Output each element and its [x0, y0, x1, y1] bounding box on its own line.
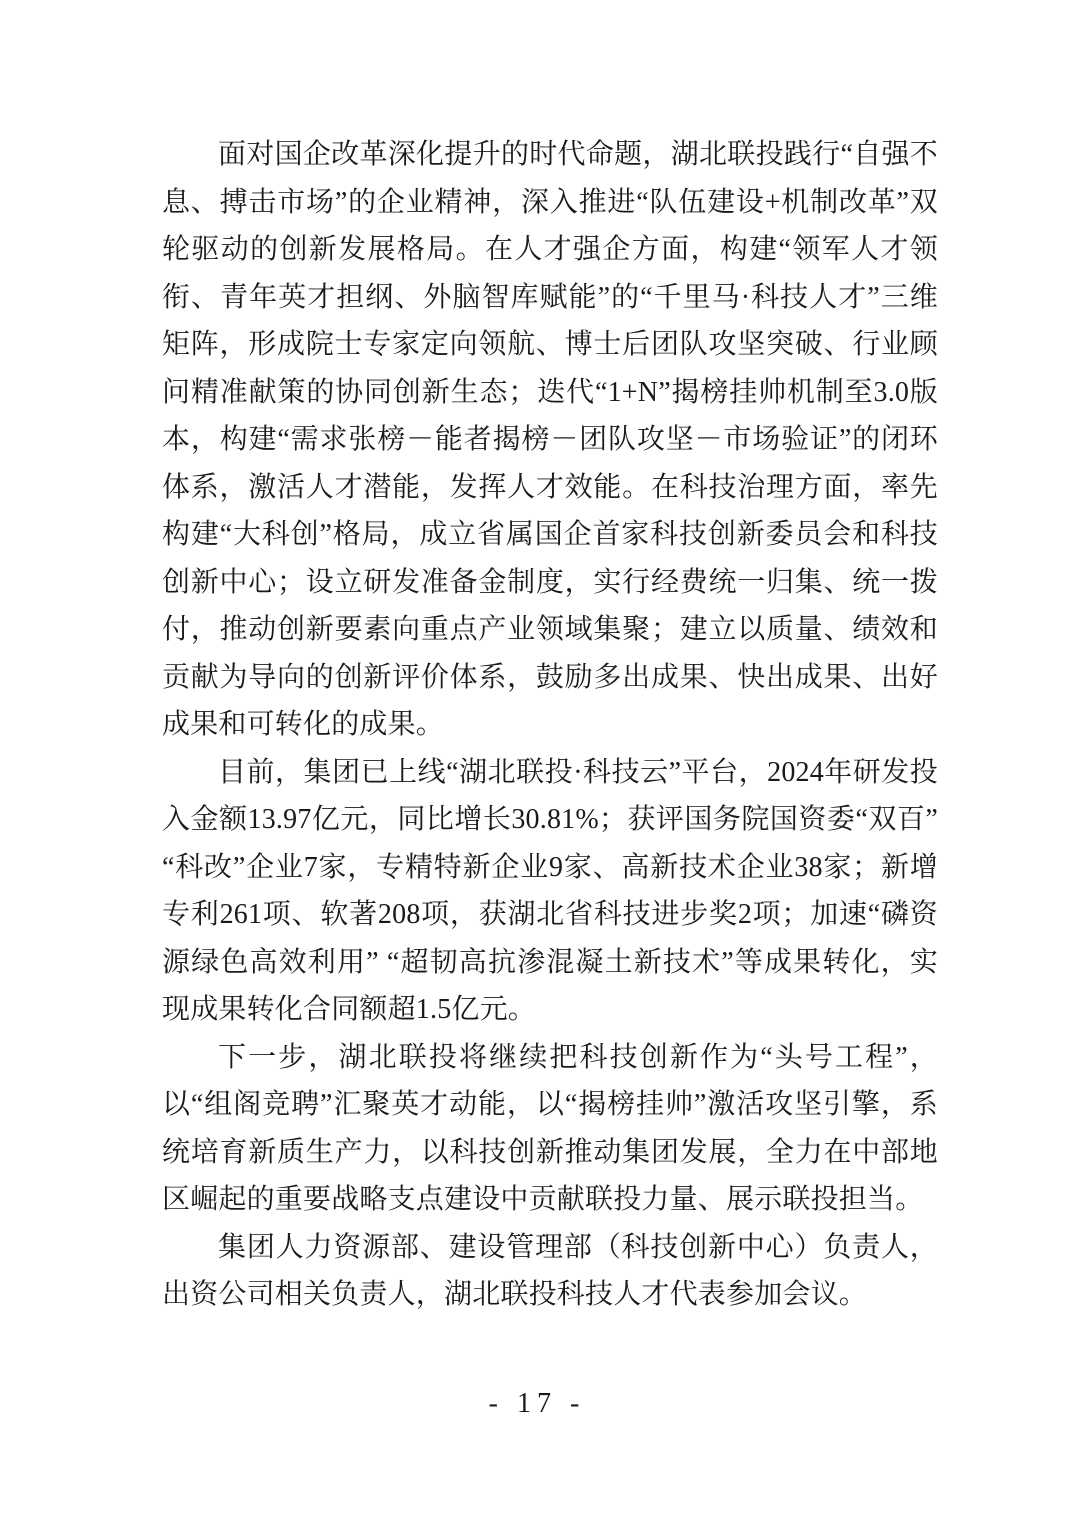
page-number: - 17 -: [488, 1388, 586, 1419]
paragraph-3: 下一步，湖北联投将继续把科技创新作为“头号工程”，以“组阁竞聘”汇聚英才动能，以“揭榜挂帅”激活攻坚引擎，系统培育新质生产力，以科技创新推动集团发展，全力在中部地区崛起的重要战略支点建设中贡献联投力量、展示联投担当。: [162, 1041, 938, 1215]
paragraph-1: 面对国企改革深化提升的时代命题，湖北联投践行“自强不息、搏击市场”的企业精神，深入推进“队伍建设+机制改革”双轮驱动的创新发展格局。在人才强企方面，构建“领军人才领衔、青年英才担纲、外脑智库赋能”的“千里马·科技人才”三维矩阵，形成院士专家定向领航、博士后团队攻坚突破、行业顾问精准献策的协同创新生态；迭代“1+N”揭榜挂帅机制至3.0版本，构建“需求张榜－能者揭榜－团队攻坚－市场验证”的闭环体系，激活人才潜能，发挥人才效能。在科技治理方面，率先构建“大科创”格局，成立省属国企首家科技创新委员会和科技创新中心；设立研发准备金制度，实行经费统一归集、统一拨付，推动创新要素向重点产业领域集聚；建立以质量、绩效和贡献为导向的创新评价体系，鼓励多出成果、快出成果、出好成果和可转化的成果。: [162, 139, 938, 740]
paragraph-4: 集团人力资源部、建设管理部（科技创新中心）负责人，出资公司相关负责人，湖北联投科技人才代表参加会议。: [162, 1231, 938, 1310]
paragraph-2: 目前，集团已上线“湖北联投·科技云”平台，2024年研发投入金额13.97亿元，同比增长30.81%；获评国务院国资委“双百” “科改”企业7家，专精特新企业9家、高新技术企业38家；新增专利261项、软著208项，获湖北省科技进步奖2项；加速“磷资源绿色高效利用” “超韧高抗渗混凝土新技术”等成果转化，实现成果转化合同额超1.5亿元。: [162, 756, 938, 1025]
document-body: [162, 131, 938, 1319]
